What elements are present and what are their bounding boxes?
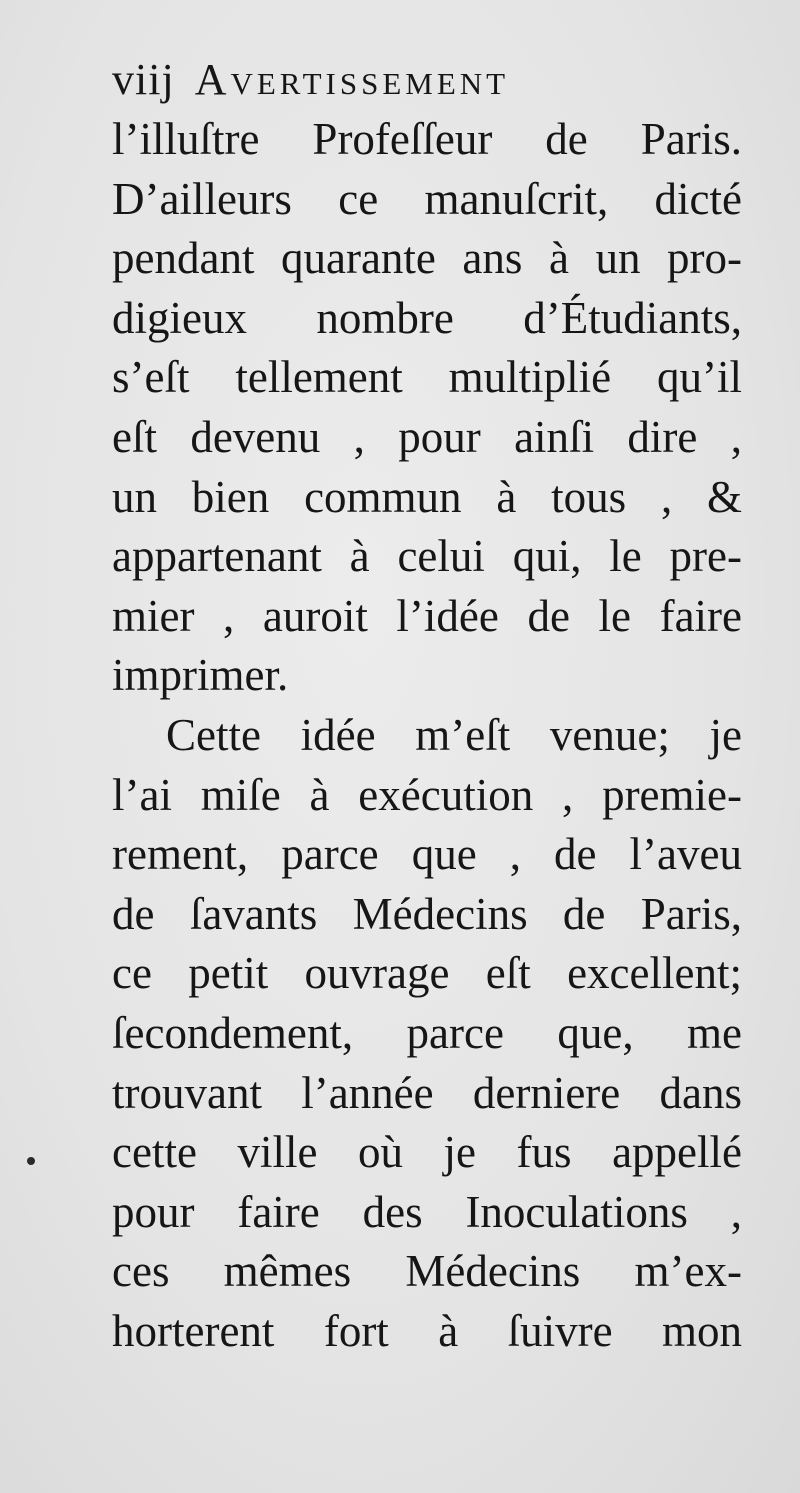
text-line: ce petit ouvrage eſt excellent; (112, 948, 742, 999)
text-line: D’ailleurs ce manuſcrit, dicté (112, 173, 742, 224)
page-header (112, 50, 742, 110)
margin-mark (27, 1157, 35, 1165)
text-line: de ſavants Médecins de Paris, (112, 888, 742, 939)
text-line: l’illuſtre Profeſſeur de Paris. (112, 114, 742, 164)
text-line: horterent fort à ſuivre mon (112, 1305, 742, 1356)
text-line: pendant quarante ans à un pro- (112, 233, 742, 284)
text-line: un bien commun à tous , & (112, 471, 742, 522)
text-line: trouvant l’année derniere dans (112, 1067, 742, 1118)
text-line: imprimer. (112, 650, 289, 701)
text-line: Cette idée m’eſt venue; je (166, 709, 742, 760)
text-line: eſt devenu , pour ainſi dire , (112, 411, 742, 462)
text-line: ces mêmes Médecins m’ex- (112, 1246, 742, 1297)
running-title: Avertissement (194, 55, 510, 104)
text-line: pour faire des Inoculations , (112, 1186, 742, 1237)
text-line: mier , auroit l’idée de le faire (112, 590, 742, 641)
text-line: rement, parce que , de l’aveu (112, 829, 742, 880)
paragraph-2 (112, 706, 742, 1362)
page-number: viij (112, 55, 175, 104)
text-line: ſecondement, parce que, me (112, 1007, 742, 1058)
text-line: s’eſt tellement multiplié qu’il (112, 352, 742, 403)
text-line: cette ville où je fus appellé (112, 1127, 742, 1178)
text-line: digieux nombre d’Étudiants, (112, 292, 742, 343)
text-line: l’ai miſe à exécution , premie- (112, 769, 742, 820)
paragraph-1 (112, 110, 742, 706)
page-text (112, 50, 742, 1361)
text-line: appartenant à celui qui, le pre- (112, 531, 742, 582)
